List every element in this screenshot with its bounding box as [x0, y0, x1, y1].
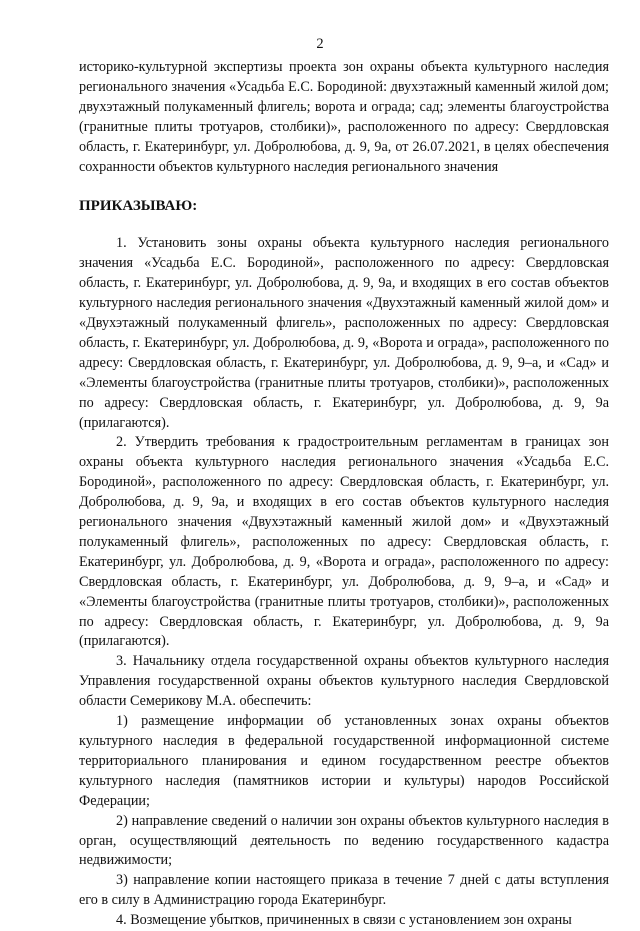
- document-body: [79, 58, 609, 931]
- subitem-1: 1) размещение информации об установленных зонах охраны объектов культурного наследия в федеральной государственной информационной системе территориального планирования и едином государственном реестре объектов культурного наследия (памятников истории и культуры) народов Российской Федерации;: [79, 713, 609, 809]
- paragraph-item-2: 2. Утвердить требования к градостроительным регламентам в границах зон охраны объекта культурного наследия регионального значения «Усадьба Е.С. Бородиной», расположенного по адресу: Свердловская область, г. Екатеринбург, ул. Добролюбова, д. 9, 9а, и входящих в его состав объектов культурного наследия регионального значения «Двухэтажный каменный жилой дом» и «Двухэтажный полукаменный флигель», расположенных по адресу: Свердловская область, г. Екатеринбург, ул. Добролюбова, д. 9, «Ворота и ограда», расположенного по адресу: Свердловская область, г. Екатеринбург, ул. Добролюбова, д. 9, 9–а, и «Сад» и «Элементы благоустройства (гранитные плиты тротуаров, столбики)», расположенных по адресу: Свердловская область, г. Екатеринбург, ул. Добролюбова, д. 9, 9а (прилагаются).: [79, 434, 609, 650]
- paragraph-item-4: 4. Возмещение убытков, причиненных в связи с установлением зон охраны: [116, 912, 572, 929]
- order-heading: ПРИКАЗЫВАЮ:: [79, 198, 198, 215]
- paragraph-item-3: 3. Начальнику отдела государственной охраны объектов культурного наследия Управления государственной охраны объектов культурного наследия Свердловской области Семерикову М.А. обеспечить:: [79, 653, 609, 710]
- subitem-3: 3) направление копии настоящего приказа в течение 7 дней с даты вступления его в силу в Администрацию города Екатеринбург.: [79, 872, 609, 909]
- page-number: 2: [316, 36, 324, 52]
- subitem-2: 2) направление сведений о наличии зон охраны объектов культурного наследия в орган, осуществляющий деятельность по ведению государственного кадастра недвижимости;: [79, 812, 609, 869]
- paragraph-item-1: 1. Установить зоны охраны объекта культурного наследия регионального значения «Усадьба Е.С. Бородиной», расположенного по адресу: Свердловская область, г. Екатеринбург, ул. Добролюбова, д. 9, 9а, и входящих в его состав объектов культурного наследия регионального значения «Двухэтажный каменный жилой дом» и «Двухэтажный полукаменный флигель», расположенных по адресу: Свердловская область, г. Екатеринбург, ул. Добролюбова, д. 9, «Ворота и ограда», расположенного по адресу: Свердловская область, г. Екатеринбург, ул. Добролюбова, д. 9, 9–а, и «Сад» и «Элементы благоустройства (гранитные плиты тротуаров, столбики)», расположенных по адресу: Свердловская область, г. Екатеринбург, ул. Добролюбова, д. 9, 9а (прилагаются).: [79, 235, 609, 431]
- intro-paragraph: историко-культурной экспертизы проекта зон охраны объекта культурного наследия регионального значения «Усадьба Е.С. Бородиной: двухэтажный каменный жилой дом; двухэтажный полукаменный флигель; ворота и ограда; сад; элементы благоустройства (гранитные плиты тротуаров, столбики)», расположенного по адресу: Свердловская область, г. Екатеринбург, ул. Добролюбова, д. 9, 9а, от 26.07.2021, в целях обеспечения сохранности объектов культурного наследия регионального значения: [79, 59, 609, 175]
